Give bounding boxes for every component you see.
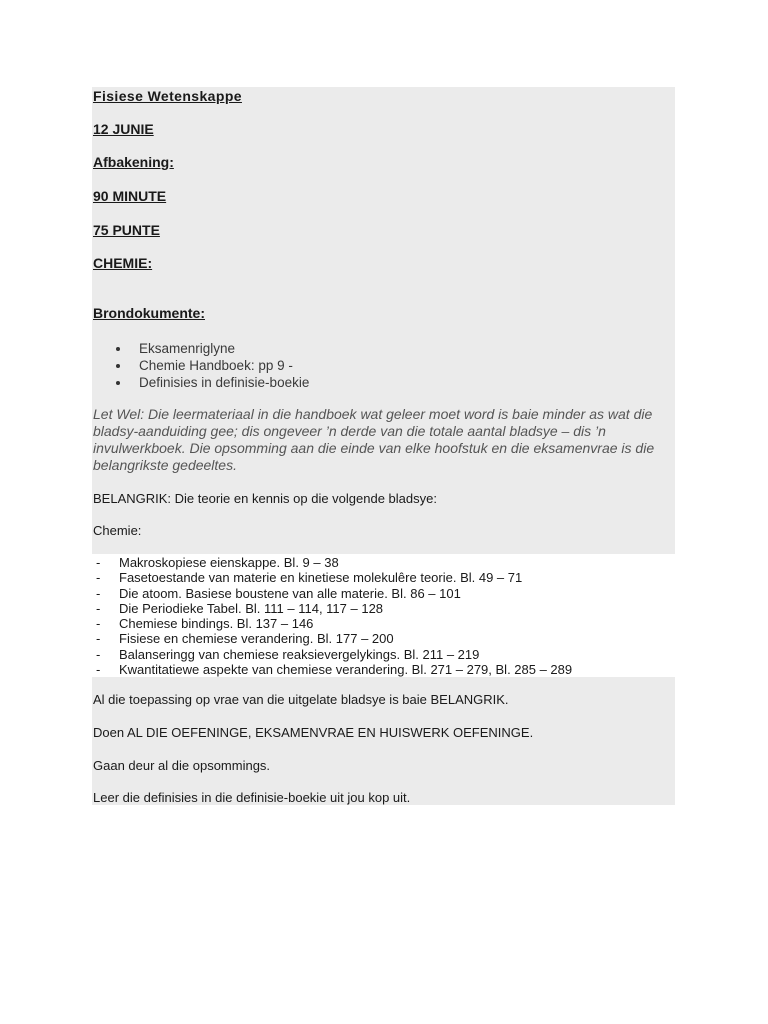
section-heading: CHEMIE:	[93, 255, 153, 271]
list-item: - Fasetoestande van materie en kinetiese molekulêre teorie. Bl. 49 – 71	[96, 570, 523, 586]
list-item: - Die atoom. Basiese boustene van alle materie. Bl. 86 – 101	[96, 585, 461, 601]
document-title: Fisiese Wetenskappe	[93, 88, 242, 104]
sources-list	[93, 340, 309, 391]
list-item: - Chemiese bindings. Bl. 137 – 146	[96, 616, 314, 632]
exam-date: 12 JUNIE	[93, 121, 154, 137]
exam-marks: 75 PUNTE	[93, 222, 160, 238]
note-paragraph: Let Wel: Die leermateriaal in die handboek wat geleer moet word is baie minder as wat die bladsy-aanduiding gee; dis ongeveer ’n derde van die totale aantal bladsye – dis ’n invulwerkboek. Die opsomming aan die einde van elke hoofstuk en die eksamenvrae is die belangrikste gedeeltes.	[93, 406, 655, 473]
list-item: - Makroskopiese eienskappe. Bl. 9 – 38	[96, 555, 339, 570]
list-item: - Kwantitatiewe aspekte van chemiese verandering. Bl. 271 – 279, Bl. 285 – 289	[96, 662, 573, 678]
bullet-icon	[116, 381, 120, 385]
list-item: Definisies in definisie-boekie	[93, 374, 309, 391]
list-item: - Die Periodieke Tabel. Bl. 111 – 114, 117 – 128	[96, 600, 384, 616]
list-item: Chemie Handboek: pp 9 -	[93, 357, 309, 374]
list-item: - Fisiese en chemiese verandering. Bl. 177 – 200	[96, 631, 394, 647]
bullet-icon	[116, 364, 120, 368]
bullet-icon	[116, 347, 120, 351]
list-item: Eksamenriglyne	[93, 340, 309, 357]
footer-line-exercises: Doen AL DIE OEFENINGE, EKSAMENVRAE EN HUISWERK OEFENINGE.	[93, 725, 534, 740]
footer-line-application: Al die toepassing op vrae van die uitgelate bladsye is baie BELANGRIK.	[93, 692, 509, 707]
footer-line-summaries: Gaan deur al die opsommings.	[93, 758, 271, 773]
list-item: - Balanseringg van chemiese reaksievergelykings. Bl. 211 – 219	[96, 646, 480, 662]
scope-heading: Afbakening:	[93, 154, 174, 170]
important-line: BELANGRIK: Die teorie en kennis op die volgende bladsye:	[93, 491, 437, 506]
sources-heading: Brondokumente:	[93, 305, 205, 321]
exam-duration: 90 MINUTE	[93, 188, 167, 204]
topics-list	[93, 555, 572, 677]
chemistry-label: Chemie:	[93, 523, 142, 538]
footer-line-definitions: Leer die definisies in die definisie-boekie uit jou kop uit.	[93, 790, 411, 805]
